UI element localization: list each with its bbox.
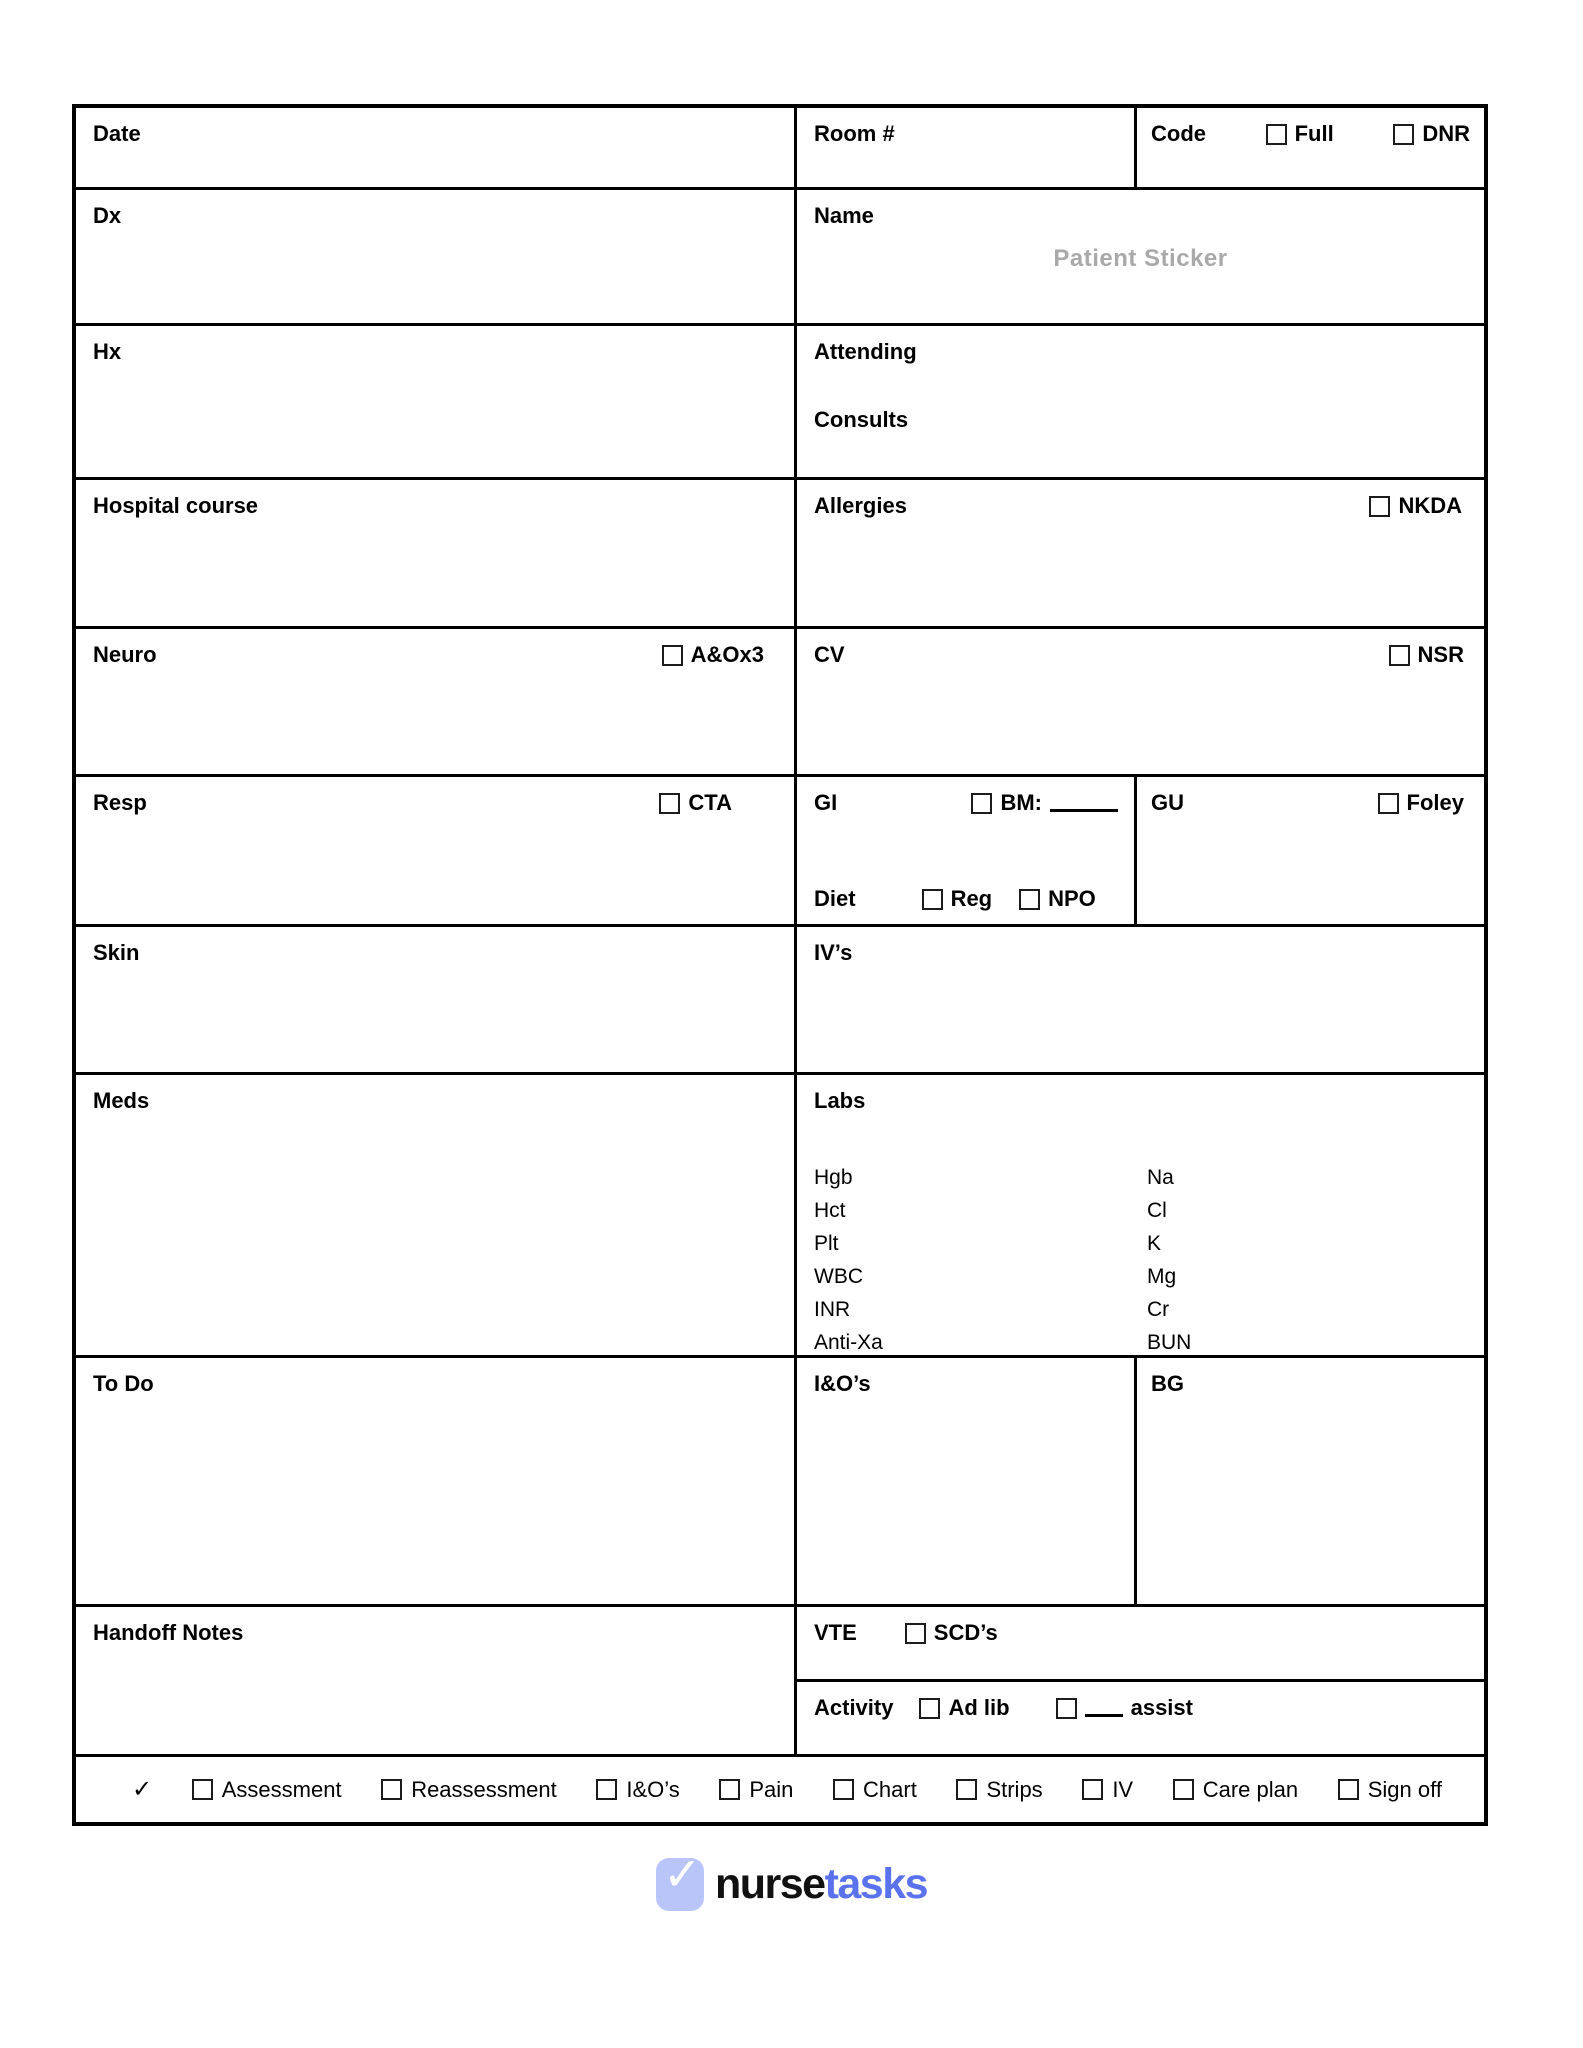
skin-cell <box>76 927 797 1075</box>
pain-option <box>719 1777 793 1803</box>
pain-checkbox[interactable] <box>719 1779 740 1800</box>
nsr-checkbox[interactable] <box>1389 645 1410 666</box>
todo-cell <box>76 1358 797 1607</box>
foley-label: Foley <box>1406 790 1464 815</box>
bm-checkbox[interactable] <box>971 793 992 814</box>
aox3-checkbox[interactable] <box>662 645 683 666</box>
bm-option <box>971 790 1118 816</box>
strips-checkbox[interactable] <box>956 1779 977 1800</box>
reg-checkbox[interactable] <box>922 889 943 910</box>
nkda-label: NKDA <box>1398 493 1462 518</box>
gi-cell <box>797 777 1137 927</box>
dx-cell <box>76 190 797 326</box>
careplan-checkbox[interactable] <box>1173 1779 1194 1800</box>
todo-label: To Do <box>93 1371 154 1396</box>
handoff-notes-label: Handoff Notes <box>93 1620 244 1645</box>
dnr-label: DNR <box>1422 121 1470 146</box>
brand-nurse-text: nurse <box>714 1860 825 1908</box>
strips-option <box>956 1777 1042 1803</box>
neuro-label: Neuro <box>93 642 157 667</box>
attending-label: Attending <box>814 339 917 364</box>
shift-checklist-row <box>76 1757 1484 1822</box>
lab-item: Cr <box>1147 1298 1170 1321</box>
bg-label: BG <box>1151 1371 1184 1396</box>
cta-option <box>659 790 732 816</box>
handoff-notes-cell <box>76 1607 797 1757</box>
signoff-label: Sign off <box>1367 1776 1442 1802</box>
hx-cell <box>76 326 797 480</box>
labs-label: Labs <box>814 1088 866 1113</box>
room-cell <box>797 108 1137 190</box>
assessment-option <box>192 1777 342 1803</box>
signoff-option <box>1338 1777 1442 1803</box>
meds-label: Meds <box>93 1088 150 1113</box>
gu-cell <box>1137 777 1484 927</box>
bm-blank[interactable] <box>1050 795 1118 812</box>
brand-tasks-text: tasks <box>824 1860 928 1908</box>
signoff-checkbox[interactable] <box>1338 1779 1359 1800</box>
gu-label: GU <box>1151 790 1184 815</box>
iv-option <box>1082 1777 1133 1803</box>
strips-label: Strips <box>986 1776 1043 1802</box>
lab-item: Cl <box>1147 1199 1167 1222</box>
bm-label: BM: <box>1000 790 1042 815</box>
reg-label: Reg <box>950 886 993 911</box>
vte-cell <box>797 1607 1484 1682</box>
lab-item: Na <box>1147 1166 1174 1189</box>
ios-option <box>596 1777 679 1803</box>
nsr-option <box>1389 642 1464 668</box>
checkmark-icon: ✓ <box>132 1776 153 1803</box>
lab-item: Anti-Xa <box>814 1331 883 1354</box>
labs-cell <box>797 1075 1484 1358</box>
adlib-label: Ad lib <box>948 1695 1010 1720</box>
code-label: Code <box>1151 121 1206 146</box>
scds-option <box>905 1620 998 1646</box>
nursetasks-logo <box>0 1848 1583 1911</box>
adlib-checkbox[interactable] <box>919 1698 940 1719</box>
foley-option <box>1378 790 1464 816</box>
scds-label: SCD’s <box>933 1620 998 1645</box>
code-full-option <box>1266 121 1334 147</box>
activity-label: Activity <box>814 1695 894 1720</box>
cv-cell <box>797 629 1484 777</box>
reassessment-checkbox[interactable] <box>381 1779 402 1800</box>
chart-checkbox[interactable] <box>833 1779 854 1800</box>
labs-right-column <box>1147 1161 1191 1359</box>
brand-name <box>714 1860 928 1908</box>
lab-item: BUN <box>1147 1331 1192 1354</box>
dnr-checkbox[interactable] <box>1393 124 1414 145</box>
ios-label: I&O’s <box>814 1371 871 1396</box>
aox3-option <box>662 642 764 668</box>
lab-item: Mg <box>1147 1265 1177 1288</box>
dx-label: Dx <box>93 203 122 228</box>
name-cell <box>797 190 1484 326</box>
hx-label: Hx <box>93 339 122 364</box>
lab-item: Hct <box>814 1199 846 1222</box>
hospital-course-cell <box>76 480 797 629</box>
allergies-cell <box>797 480 1484 629</box>
ios-checkbox[interactable] <box>596 1779 617 1800</box>
assist-blank[interactable] <box>1085 1700 1123 1717</box>
ivs-cell <box>797 927 1484 1075</box>
scds-checkbox[interactable] <box>905 1623 926 1644</box>
assist-label: assist <box>1130 1695 1193 1720</box>
resp-cell <box>76 777 797 927</box>
careplan-option <box>1173 1777 1298 1803</box>
name-label: Name <box>814 203 874 228</box>
nsr-label: NSR <box>1417 642 1464 667</box>
activity-cell <box>797 1682 1484 1757</box>
code-cell <box>1137 108 1484 190</box>
iv-label: IV <box>1112 1776 1134 1802</box>
allergies-label: Allergies <box>814 493 907 518</box>
full-label: Full <box>1294 121 1334 146</box>
neuro-cell <box>76 629 797 777</box>
nkda-checkbox[interactable] <box>1369 496 1390 517</box>
cv-label: CV <box>814 642 845 667</box>
bg-cell <box>1137 1358 1484 1607</box>
code-dnr-option <box>1393 121 1470 147</box>
ios-check-label: I&O’s <box>626 1776 680 1802</box>
cta-label: CTA <box>688 790 732 815</box>
assist-option <box>1056 1695 1193 1721</box>
lab-item: Plt <box>814 1232 839 1255</box>
aox3-label: A&Ox3 <box>690 642 764 667</box>
full-checkbox[interactable] <box>1266 124 1287 145</box>
gi-label: GI <box>814 790 838 815</box>
diet-reg-option <box>922 886 993 912</box>
nkda-option <box>1369 493 1462 519</box>
reassessment-option <box>381 1777 557 1803</box>
pain-label: Pain <box>749 1776 794 1802</box>
date-cell <box>76 108 797 190</box>
consults-label: Consults <box>814 407 909 432</box>
adlib-option <box>919 1695 1009 1721</box>
diet-npo-option <box>1019 886 1096 912</box>
diet-line <box>814 886 1118 912</box>
assessment-label: Assessment <box>221 1776 342 1802</box>
npo-label: NPO <box>1048 886 1096 911</box>
gi-line <box>814 790 1118 816</box>
cta-checkbox[interactable] <box>659 793 680 814</box>
chart-label: Chart <box>863 1776 917 1802</box>
lab-item: K <box>1147 1232 1162 1255</box>
clipboard-check-icon: ✓ <box>656 1858 704 1911</box>
reassessment-label: Reassessment <box>411 1776 557 1802</box>
iv-checkbox[interactable] <box>1082 1779 1103 1800</box>
hospital-course-label: Hospital course <box>93 493 259 518</box>
lab-item: WBC <box>814 1265 863 1288</box>
diet-label: Diet <box>814 886 856 911</box>
labs-left-column <box>814 1161 883 1359</box>
foley-checkbox[interactable] <box>1378 793 1399 814</box>
attending-cell <box>797 326 1484 480</box>
skin-label: Skin <box>93 940 140 965</box>
vte-label: VTE <box>814 1620 857 1645</box>
meds-cell <box>76 1075 797 1358</box>
chart-option <box>833 1777 917 1803</box>
resp-label: Resp <box>93 790 147 815</box>
patient-sticker-placeholder: Patient Sticker <box>1053 244 1228 272</box>
careplan-label: Care plan <box>1202 1776 1299 1802</box>
ios-cell <box>797 1358 1137 1607</box>
npo-checkbox[interactable] <box>1019 889 1040 910</box>
lab-item: Hgb <box>814 1166 853 1189</box>
assist-checkbox[interactable] <box>1056 1698 1077 1719</box>
lab-item: INR <box>814 1298 851 1321</box>
report-sheet <box>72 104 1488 1826</box>
assessment-checkbox[interactable] <box>192 1779 213 1800</box>
date-label: Date <box>93 121 141 146</box>
room-label: Room # <box>814 121 895 146</box>
ivs-label: IV’s <box>814 940 853 965</box>
